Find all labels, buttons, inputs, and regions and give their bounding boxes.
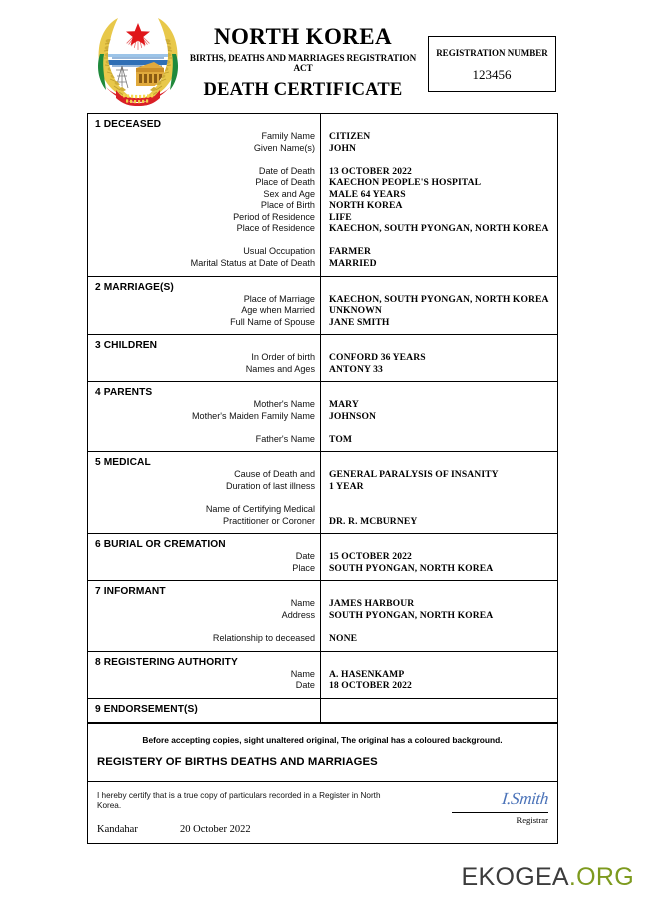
copy-warning-note: Before accepting copies, sight unaltered original, The original has a coloured background.	[142, 734, 503, 745]
field-label: Age when Married	[241, 305, 315, 316]
watermark-tld-text: .ORG	[568, 863, 634, 891]
section-value-column	[321, 452, 557, 533]
field-value: NORTH KOREA	[329, 200, 403, 212]
registration-number-box	[428, 36, 556, 92]
section-value-column	[321, 534, 557, 580]
field-value: 18 OCTOBER 2022	[329, 680, 412, 692]
section-value-column	[321, 114, 557, 276]
field-label: Mother's Name	[253, 399, 315, 410]
section-label-column	[88, 277, 321, 335]
field-value: KAECHON, SOUTH PYONGAN, NORTH KOREA	[329, 293, 549, 305]
title-block	[187, 24, 419, 101]
act-subtitle: BIRTHS, DEATHS AND MARRIAGES REGISTRATION ACT	[189, 53, 417, 74]
field-value: NONE	[329, 632, 358, 644]
field-value: KAECHON PEOPLE'S HOSPITAL	[329, 177, 482, 189]
section-heading: 4 PARENTS	[95, 387, 153, 399]
section-heading: 8 REGISTERING AUTHORITY	[95, 656, 238, 668]
field-value: TOM	[329, 433, 353, 445]
signature-caption: Registrar	[516, 814, 548, 825]
field-label: Practitioner or Coroner	[223, 515, 315, 526]
section-heading: 1 DECEASED	[95, 119, 162, 130]
country-title: NORTH KOREA	[213, 24, 393, 49]
field-label: Duration of last illness	[226, 481, 315, 492]
field-label: Name	[290, 668, 315, 679]
section-value-column	[321, 277, 557, 335]
field-label: Date	[295, 680, 315, 691]
certification-place-date-row	[97, 824, 557, 835]
field-value: JAMES HARBOUR	[329, 598, 415, 610]
certificate-section	[88, 581, 557, 651]
field-value: MARY	[329, 399, 359, 411]
registration-number-value: 123456	[472, 67, 512, 82]
section-value-column	[321, 382, 557, 451]
field-label: Relationship to deceased	[212, 632, 315, 643]
field-value: MARRIED	[329, 258, 377, 270]
section-label-column	[88, 452, 321, 533]
certificate-section	[88, 382, 557, 452]
field-value: SOUTH PYONGAN, NORTH KOREA	[329, 562, 494, 574]
field-label: Place of Birth	[260, 200, 315, 211]
certificate-section	[88, 534, 557, 581]
section-value-column	[321, 652, 557, 698]
section-label-column	[88, 382, 321, 451]
field-value: A. HASENKAMP	[329, 668, 405, 680]
section-value-column	[321, 335, 557, 381]
field-value: GENERAL PARALYSIS OF INSANITY	[329, 469, 499, 481]
field-value: LIFE	[329, 211, 352, 223]
field-value: 1 YEAR	[329, 481, 364, 493]
field-label: Period of Residence	[233, 211, 315, 222]
certificate-section	[88, 277, 557, 336]
field-label: Family Name	[261, 131, 315, 141]
field-value: CONFORD 36 YEARS	[329, 352, 426, 364]
section-value-column	[321, 581, 557, 650]
field-label: Date of Death	[258, 165, 315, 176]
field-value: CITIZEN	[329, 131, 371, 142]
field-label-list	[95, 131, 315, 270]
field-value: FARMER	[329, 246, 371, 258]
field-label: Date	[295, 551, 315, 562]
field-label: Place of Residence	[236, 223, 315, 234]
field-label: Name of Certifying Medical	[205, 504, 315, 515]
field-value: MALE 64 YEARS	[329, 188, 406, 200]
certificate-section	[88, 335, 557, 382]
field-label: Address	[281, 609, 315, 620]
section-label-column	[88, 652, 321, 698]
field-label: Usual Occupation	[243, 246, 315, 257]
north-korea-national-emblem-icon	[92, 10, 184, 106]
ekogea-watermark	[462, 863, 635, 892]
field-label-list	[95, 399, 315, 445]
field-label-list	[95, 551, 315, 574]
signature-rule	[452, 812, 548, 813]
field-value: JANE SMITH	[329, 316, 390, 328]
field-value: 15 OCTOBER 2022	[329, 551, 412, 563]
document-type-title: DEATH CERTIFICATE	[203, 80, 403, 101]
section-heading: 7 INFORMANT	[95, 586, 166, 598]
field-label: Father's Name	[255, 433, 315, 444]
certificate-header	[87, 6, 558, 106]
field-label: Marital Status at Date of Death	[190, 258, 315, 269]
certificate-section	[88, 652, 557, 699]
certification-statement: I hereby certify that is a true copy of particulars recorded in a Register in North Korea.	[97, 790, 381, 811]
certificate-footer	[88, 723, 557, 843]
section-heading: 6 BURIAL OR CREMATION	[95, 539, 226, 551]
field-value: 13 OCTOBER 2022	[329, 165, 412, 177]
certificate-section	[88, 699, 557, 723]
section-label-column	[88, 534, 321, 580]
field-value: ANTONY 33	[329, 363, 383, 375]
field-label: Full Name of Spouse	[230, 316, 315, 327]
signature-area	[452, 788, 548, 825]
field-label: Sex and Age	[263, 188, 315, 199]
section-heading: 3 CHILDREN	[95, 340, 158, 352]
section-label-column	[88, 114, 321, 276]
field-value: SOUTH PYONGAN, NORTH KOREA	[329, 609, 494, 621]
field-value: JOHN	[329, 142, 357, 154]
field-label: Mother's Maiden Family Name	[191, 410, 315, 421]
field-value: UNKNOWN	[329, 305, 382, 317]
field-label-list	[95, 352, 315, 375]
registrar-signature: I.Smith	[501, 788, 550, 808]
section-heading: 9 ENDORSEMENT(S)	[95, 703, 198, 715]
registration-number-label: REGISTRATION NUMBER	[436, 48, 548, 58]
certificate-section	[88, 114, 557, 277]
field-label: Cause of Death and	[234, 469, 315, 480]
field-label: Place of Marriage	[243, 293, 315, 304]
field-label: Place of Death	[255, 177, 315, 188]
certificate-section	[88, 452, 557, 534]
section-heading: 2 MARRIAGE(S)	[95, 281, 174, 293]
section-label-column	[88, 699, 321, 722]
field-label: In Order of birth	[251, 352, 315, 363]
section-heading: 5 MEDICAL	[95, 457, 151, 469]
field-value: DR. R. MCBURNEY	[329, 515, 418, 527]
section-label-column	[88, 335, 321, 381]
certificate-table	[87, 113, 558, 844]
field-label-list	[95, 598, 315, 644]
field-label: Place	[292, 562, 315, 573]
section-value-column	[321, 699, 557, 722]
field-value: KAECHON, SOUTH PYONGAN, NORTH KOREA	[329, 223, 549, 235]
field-label-list	[95, 669, 315, 692]
field-label: Names and Ages	[245, 363, 315, 374]
section-label-column	[88, 581, 321, 650]
field-label-list	[95, 294, 315, 329]
field-label-list	[95, 469, 315, 527]
registry-heading: REGISTERY OF BIRTHS DEATHS AND MARRIAGES	[97, 755, 378, 768]
watermark-main-text: EKOGEA	[461, 863, 569, 891]
certification-block	[88, 781, 557, 843]
certification-date: 20 October 2022	[180, 823, 251, 835]
field-label: Given Name(s)	[253, 142, 315, 153]
certification-place: Kandahar	[97, 823, 138, 835]
field-value: JOHNSON	[329, 410, 377, 422]
field-label: Name	[290, 598, 315, 609]
